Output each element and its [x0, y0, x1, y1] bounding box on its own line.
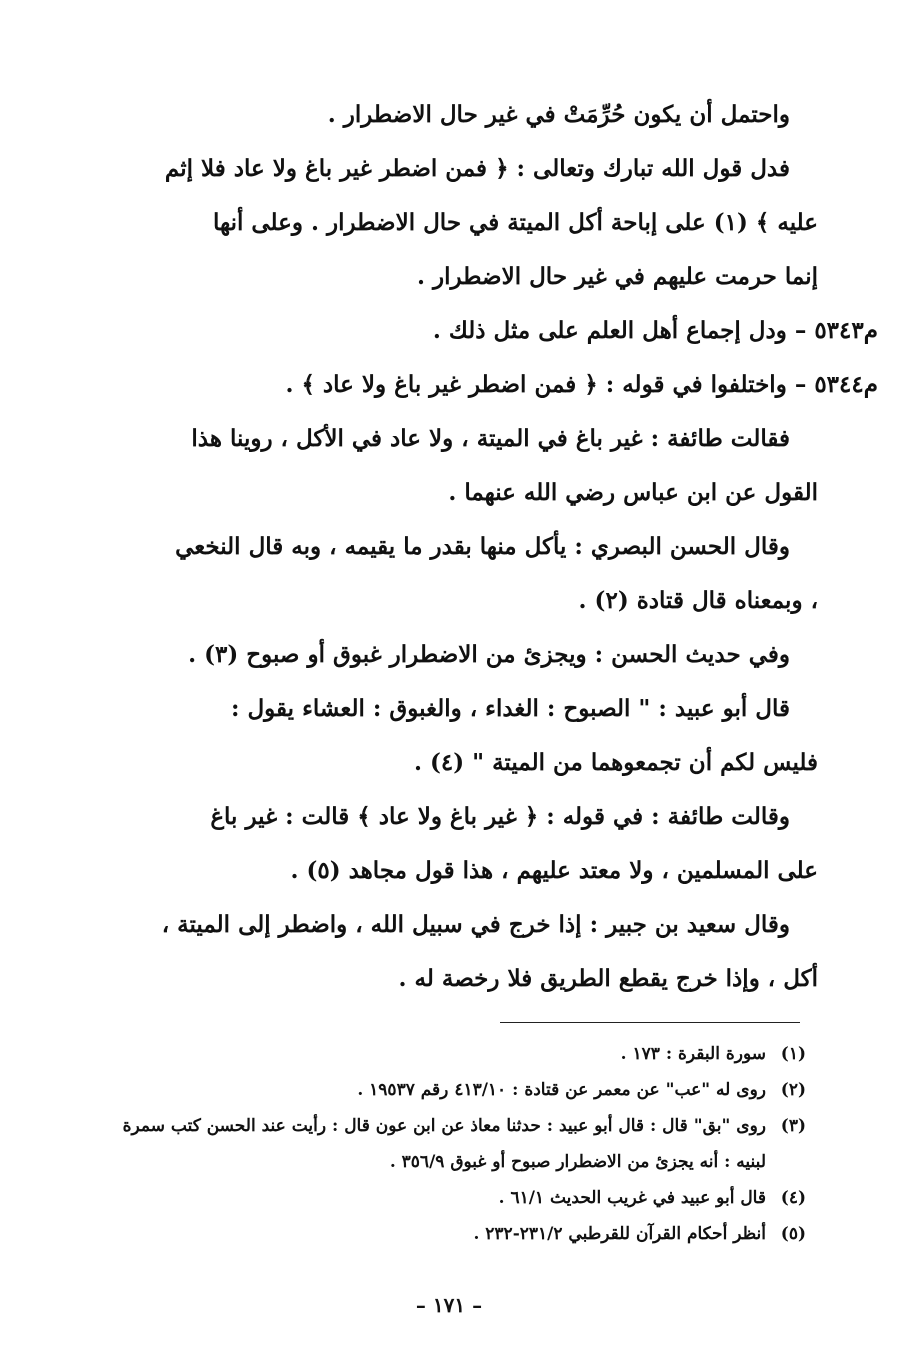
footnote-text: سورة البقرة : ١٧٣ .: [620, 1044, 766, 1064]
text-line: وقال سعيد بن جبير : إذا خرج في سبيل الله ، واضطر إلى الميتة ،: [161, 911, 790, 938]
text-line: وقال الحسن البصري : يأكل منها بقدر ما يقيمه ، وبه قال النخعي: [175, 533, 790, 560]
footnotes: [80, 1036, 806, 1252]
footnote-number: (١): [780, 1044, 806, 1064]
text-line: ودل إجماع أهل العلم على مثل ذلك .: [432, 317, 787, 344]
footnote-3-continuation: لبنيه : أنه يجزئ من الاضطرار صبوح أو غبوق ٣٥٦/٩ .: [389, 1152, 766, 1172]
footnote-number: (٢): [780, 1080, 806, 1100]
text-line: وفي حديث الحسن : ويجزئ من الاضطرار غبوق أو صبوح (٣) .: [188, 641, 790, 668]
footnote-text: قال أبو عبيد في غريب الحديث ٦١/١ .: [498, 1188, 766, 1208]
text-line: فدل قول الله تبارك وتعالى : ﴿ فمن اضطر غير باغ ولا عاد فلا إثم: [164, 155, 790, 182]
masala-number: م٥٣٤٤ –: [794, 371, 878, 398]
text-line: واحتمل أن يكون حُرِّمَتْ في غير حال الاضطرار .: [327, 101, 790, 128]
footnote-number: (٣): [780, 1116, 806, 1136]
main-text: [80, 88, 878, 1006]
text-line: القول عن ابن عباس رضي الله عنهما .: [448, 479, 818, 506]
footnote-3: [80, 1108, 806, 1144]
masala-5343: [80, 304, 878, 358]
masala-number: م٥٣٤٣ –: [794, 317, 878, 344]
masala-5344: [80, 358, 878, 412]
footnote-divider: [500, 1022, 800, 1023]
text-line: على المسلمين ، ولا معتد عليهم ، هذا قول مجاهد (٥) .: [290, 857, 818, 884]
footnote-text: روى "بق" قال : قال أبو عبيد : حدثنا معاذ عن ابن عون قال : رأيت عند الحسن كتب سمرة: [122, 1116, 766, 1136]
footnote-text: روى له "عب" عن معمر عن قتادة : ٤١٣/١٠ رقم ١٩٥٣٧ .: [357, 1080, 766, 1100]
page-number: – ١٧١ –: [415, 1293, 483, 1317]
footnote-number: (٥): [780, 1224, 806, 1244]
footnote-text: أنظر أحكام القرآن للقرطبي ٢٣١/٢-٢٣٢ .: [473, 1224, 766, 1244]
text-line: فليس لكم أن تجمعوهما من الميتة " (٤) .: [413, 749, 818, 776]
footnote-number: (٤): [780, 1188, 806, 1208]
text-line: إنما حرمت عليهم في غير حال الاضطرار .: [416, 263, 818, 290]
footnote-1: [80, 1036, 806, 1072]
text-line: عليه ﴾ (١) على إباحة أكل الميتة في حال الاضطرار . وعلى أنها: [212, 209, 818, 236]
text-line: وقالت طائفة : في قوله : ﴿ غير باغ ولا عاد ﴾ قالت : غير باغ: [210, 803, 790, 830]
text-line: أكل ، وإذا خرج يقطع الطريق فلا رخصة له .: [398, 965, 818, 992]
footnote-2: [80, 1072, 806, 1108]
footnote-4: [80, 1180, 806, 1216]
text-line: واختلفوا في قوله : ﴿ فمن اضطر غير باغ ولا عاد ﴾ .: [285, 371, 787, 398]
text-line: فقالت طائفة : غير باغ في الميتة ، ولا عاد في الأكل ، روينا هذا: [191, 425, 790, 452]
footnote-5: [80, 1216, 806, 1252]
text-line: ، وبمعناه قال قتادة (٢) .: [578, 587, 818, 614]
text-line: قال أبو عبيد : " الصبوح : الغداء ، والغبوق : العشاء يقول :: [230, 695, 790, 722]
